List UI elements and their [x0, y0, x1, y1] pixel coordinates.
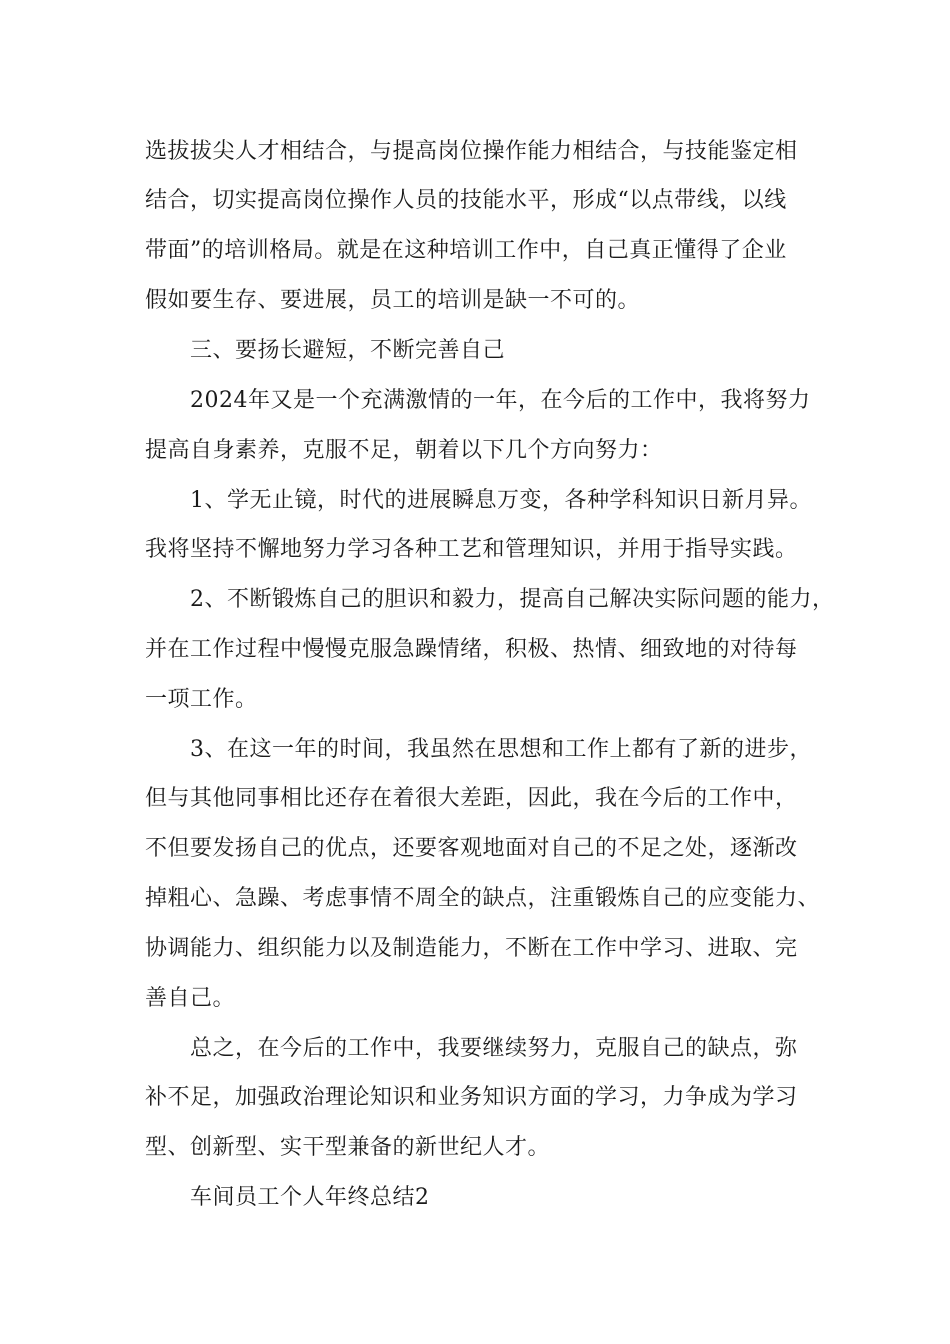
- text-line: 选拔拔尖人才相结合，与提高岗位操作能力相结合，与技能鉴定相: [145, 139, 798, 164]
- text-line: 带面”的培训格局。就是在这种培训工作中，自己真正懂得了企业: [145, 238, 787, 263]
- text-line: 3、在这一年的时间，我虽然在思想和工作上都有了新的进步，: [190, 737, 812, 762]
- text-line: 一项工作。: [145, 687, 258, 712]
- text-line: 善自己。: [145, 986, 236, 1011]
- text-line: 掉粗心、急躁、考虑事情不周全的缺点，注重锻炼自己的应变能力、: [145, 886, 821, 911]
- text-line: 型、创新型、实干型兼备的新世纪人才。: [145, 1135, 551, 1160]
- text-line: 提高自身素养，克服不足，朝着以下几个方向努力：: [145, 438, 663, 463]
- text-line: 我将坚持不懈地努力学习各种工艺和管理知识，并用于指导实践。: [145, 537, 798, 562]
- text-line: 并在工作过程中慢慢克服急躁情绪，积极、热情、细致地的对待每: [145, 637, 798, 662]
- text-line: 1、学无止镜，时代的进展瞬息万变，各种学科知识日新月异。: [190, 488, 812, 513]
- text-line: 2、不断锻炼自己的胆识和毅力，提高自己解决实际问题的能力，: [190, 587, 835, 612]
- section-heading: 三、要扬长避短，不断完善自己: [190, 338, 506, 363]
- text-line: 不但要发扬自己的优点，还要客观地面对自己的不足之处，逐渐改: [145, 836, 798, 861]
- text-line: 结合，切实提高岗位操作人员的技能水平，形成“以点带线，以线: [145, 188, 787, 213]
- text-line: 2024年又是一个充满激情的一年，在今后的工作中，我将努力: [190, 388, 811, 413]
- text-line: 补不足，加强政治理论知识和业务知识方面的学习，力争成为学习: [145, 1085, 798, 1110]
- text-line: 总之，在今后的工作中，我要继续努力，克服自己的缺点，弥: [190, 1036, 798, 1061]
- next-section-title: 车间员工个人年终总结2: [190, 1185, 430, 1210]
- text-line: 协调能力、组织能力以及制造能力，不断在工作中学习、进取、完: [145, 936, 798, 961]
- text-line: 但与其他同事相比还存在着很大差距，因此，我在今后的工作中，: [145, 786, 798, 811]
- text-line: 假如要生存、要进展，员工的培训是缺一不可的。: [145, 288, 641, 313]
